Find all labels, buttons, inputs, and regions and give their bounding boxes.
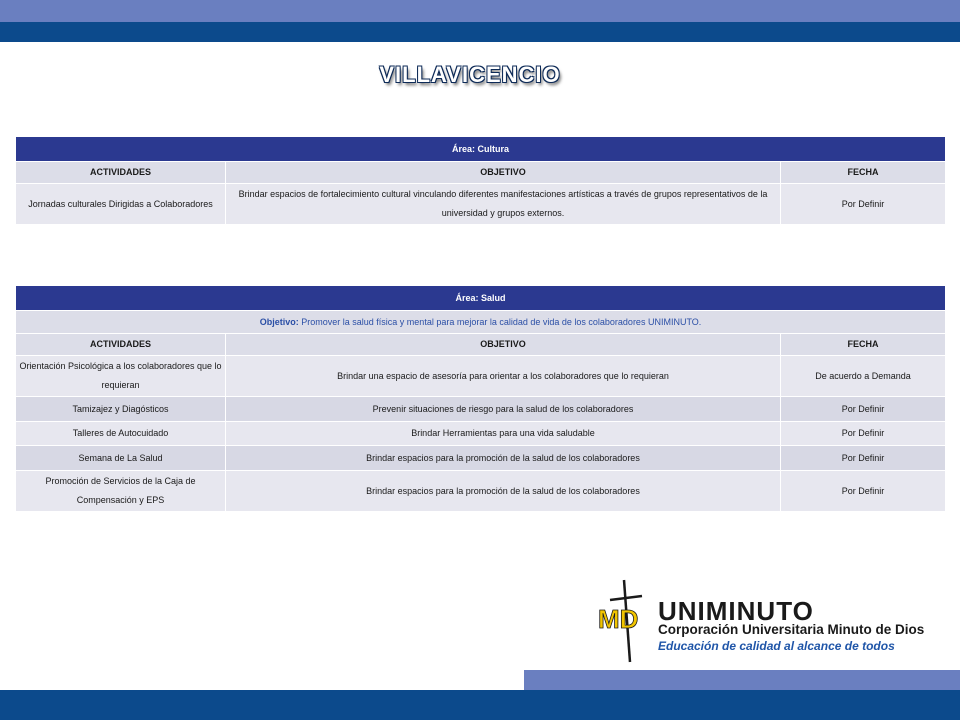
- logo-subtitle: Corporación Universitaria Minuto de Dios: [658, 622, 925, 637]
- cell-fecha: Por Definir: [781, 422, 946, 446]
- culture-table: [15, 136, 946, 225]
- cell-objetivo: Brindar Herramientas para una vida saludable: [226, 422, 781, 446]
- bottom-band-accent: [524, 670, 960, 690]
- cell-objetivo: Brindar espacios de fortalecimiento cultural vinculando diferentes manifestaciones artísticas a través de grupos representativos de la universidad y grupos externos.: [226, 184, 781, 225]
- table-row: [16, 184, 946, 225]
- column-header-fecha: FECHA: [781, 162, 946, 184]
- cell-actividad: Talleres de Autocuidado: [16, 422, 226, 446]
- logo-name: UNIMINUTO: [658, 596, 814, 626]
- top-band-light: [0, 0, 960, 22]
- cell-actividad: Tamizajez y Diagósticos: [16, 397, 226, 422]
- column-header-objetivo: OBJETIVO: [226, 162, 781, 184]
- health-objective-row: [16, 311, 946, 334]
- uniminuto-cross-icon: [596, 578, 666, 664]
- health-area-header: [16, 286, 946, 311]
- culture-area-header: [16, 137, 946, 162]
- health-table: [15, 285, 946, 512]
- cell-fecha: Por Definir: [781, 184, 946, 225]
- culture-column-headers: [16, 162, 946, 184]
- column-header-objetivo: OBJETIVO: [226, 334, 781, 356]
- cell-objetivo: Brindar espacios para la promoción de la salud de los colaboradores: [226, 446, 781, 471]
- objective-label: Objetivo:: [259, 316, 299, 327]
- logo-mark-text: MD: [598, 604, 639, 634]
- health-area-label: Área: Salud: [16, 286, 946, 311]
- cell-actividad: Semana de La Salud: [16, 446, 226, 471]
- bottom-band: [0, 690, 960, 720]
- top-band-dark: [0, 22, 960, 42]
- cell-fecha: Por Definir: [781, 446, 946, 471]
- column-header-actividades: ACTIVIDADES: [16, 334, 226, 356]
- cell-actividad: Orientación Psicológica a los colaboradores que lo requieran: [16, 356, 226, 397]
- uniminuto-logo: [596, 578, 926, 664]
- cell-objetivo: Prevenir situaciones de riesgo para la salud de los colaboradores: [226, 397, 781, 422]
- health-objective: [16, 311, 946, 334]
- cell-fecha: Por Definir: [781, 471, 946, 512]
- table-row: [16, 422, 946, 446]
- culture-area-label: Área: Cultura: [16, 137, 946, 162]
- logo-tagline: Educación de calidad al alcance de todos: [658, 639, 895, 653]
- table-row: [16, 446, 946, 471]
- table-row: [16, 356, 946, 397]
- cell-fecha: Por Definir: [781, 397, 946, 422]
- page-title: VILLAVICENCIO: [379, 62, 561, 87]
- column-header-fecha: FECHA: [781, 334, 946, 356]
- table-row: [16, 471, 946, 512]
- cell-objetivo: Brindar espacios para la promoción de la salud de los colaboradores: [226, 471, 781, 512]
- health-column-headers: [16, 334, 946, 356]
- column-header-actividades: ACTIVIDADES: [16, 162, 226, 184]
- cell-actividad: Promoción de Servicios de la Caja de Compensación y EPS: [16, 471, 226, 512]
- cell-fecha: De acuerdo a Demanda: [781, 356, 946, 397]
- table-row: [16, 397, 946, 422]
- cell-objetivo: Brindar una espacio de asesoría para orientar a los colaboradores que lo requieran: [226, 356, 781, 397]
- cell-actividad: Jornadas culturales Dirigidas a Colaboradores: [16, 184, 226, 225]
- objective-text: Promover la salud física y mental para mejorar la calidad de vida de los colaboradores UNIMINUTO.: [298, 316, 702, 327]
